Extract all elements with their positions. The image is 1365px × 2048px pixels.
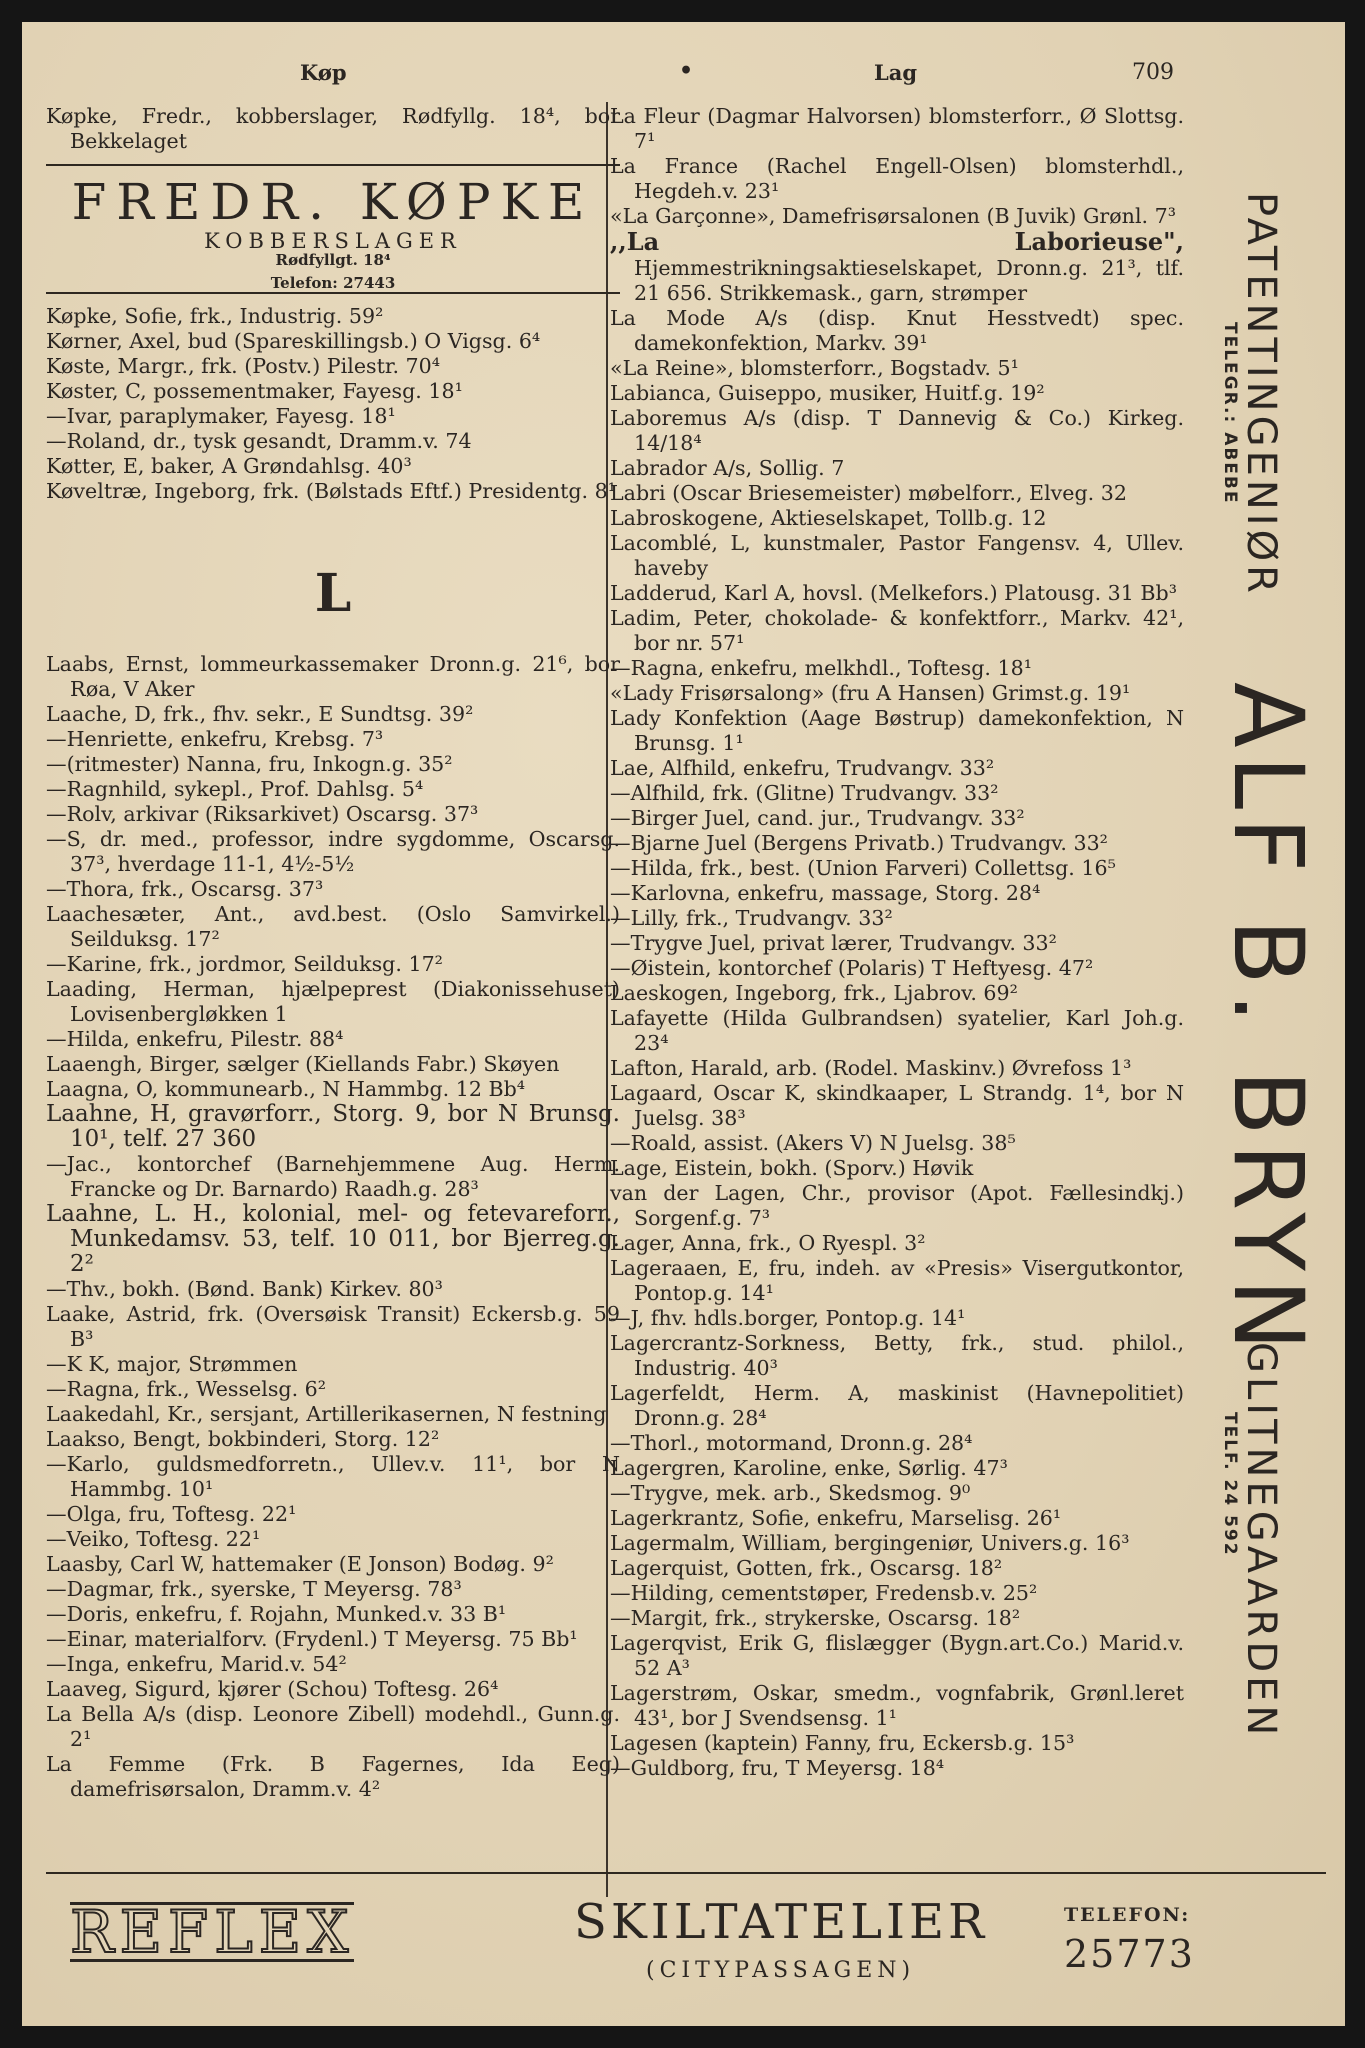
directory-entry: —Guldborg, fru, T Meyersg. 18⁴ bbox=[610, 1756, 945, 1780]
directory-entry: Lagesen (kaptein) Fanny, fru, Eckersb.g. 15³ bbox=[610, 1731, 1075, 1755]
left-top-entries bbox=[46, 104, 620, 154]
footer-advertisement bbox=[46, 1872, 1326, 1994]
side-ad-telegram: TELEGR.: ABEBE bbox=[1220, 322, 1240, 505]
la-laborieuse-name: ,,La Laborieuse", bbox=[610, 227, 1184, 256]
directory-entry: Lagermalm, William, bergingeniør, Univers.g. 16³ bbox=[610, 1531, 1130, 1555]
left-l2-entries bbox=[46, 1152, 620, 1202]
directory-entry: Labroskogene, Aktieselskapet, Tollb.g. 12 bbox=[610, 506, 1047, 530]
side-ad-building: GLITNEGAARDEN bbox=[1238, 1342, 1284, 1740]
left-l3-entries bbox=[46, 1277, 620, 1802]
directory-entry: —J, fhv. hdls.borger, Pontop.g. 14¹ bbox=[610, 1306, 966, 1330]
directory-entry: —Øistein, kontorchef (Polaris) T Heftyesg. 47² bbox=[610, 956, 1094, 980]
directory-entry: —Thorl., motormand, Dronn.g. 28⁴ bbox=[610, 1431, 973, 1455]
directory-entry: Kørner, Axel, bud (Spareskillingsb.) O Vigsg. 6⁴ bbox=[46, 329, 541, 353]
directory-entry: —Ragna, frk., Wesselsg. 6² bbox=[46, 1377, 327, 1401]
directory-entry: Lagerfeldt, Herm. A, maskinist (Havnepolitiet) Dronn.g. 28⁴ bbox=[610, 1381, 1184, 1430]
directory-entry: —S, dr. med., professor, indre sygdomme, Oscarsg. 37³, hverdage 11-1, 4½-5½ bbox=[46, 827, 620, 876]
directory-entry: La Femme (Frk. B Fagernes, Ida Eeg) damefrisørsalon, Dramm.v. 4² bbox=[46, 1752, 620, 1801]
directory-entry: Lagerstrøm, Oskar, smedm., vognfabrik, Grønl.leret 43¹, bor J Svendsensg. 1¹ bbox=[610, 1681, 1184, 1730]
directory-entry: —Birger Juel, cand. jur., Trudvangv. 33² bbox=[610, 806, 1025, 830]
directory-entry: —Roald, assist. (Akers V) N Juelsg. 38⁵ bbox=[610, 1131, 1016, 1155]
footer-subtitle: (CITYPASSAGEN) bbox=[646, 1958, 916, 1983]
ad-address: Rødfyllgt. 18⁴ bbox=[275, 251, 391, 269]
directory-entry: Køtter, E, baker, A Grøndahlsg. 40³ bbox=[46, 454, 412, 478]
directory-entry: Laboremus A/s (disp. T Dannevig & Co.) Kirkeg. 14/18⁴ bbox=[610, 406, 1184, 455]
footer-phone-label: TELEFON: bbox=[1064, 1904, 1191, 1926]
directory-entry: Laabs, Ernst, lommeurkassemaker Dronn.g. 21⁶, bor Røa, V Aker bbox=[46, 652, 620, 701]
directory-entry: Labrador A/s, Sollig. 7 bbox=[610, 456, 845, 480]
entry-la-laborieuse bbox=[610, 229, 1184, 306]
directory-entry: Køveltræ, Ingeborg, frk. (Bølstads Eftf.) Presidentg. 8¹ bbox=[46, 479, 617, 503]
directory-entry: Labianca, Guiseppo, musiker, Huitf.g. 19² bbox=[610, 381, 1045, 405]
directory-entry: —Karine, frk., jordmor, Seilduksg. 17² bbox=[46, 952, 443, 976]
directory-entry: Ladim, Peter, chokolade- & konfektforr., Markv. 42¹, bor nr. 57¹ bbox=[610, 606, 1184, 655]
entry-laahne-h: Laahne, H, gravørforr., Storg. 9, bor N Brunsg. 10¹, telf. 27 360 bbox=[46, 1101, 620, 1152]
directory-entry: Lagergren, Karoline, enke, Sørlig. 47³ bbox=[610, 1456, 1008, 1480]
side-ad-phone: TELF. 24 592 bbox=[1220, 1412, 1240, 1557]
directory-entry: —Rolv, arkivar (Riksarkivet) Oscarsg. 37³ bbox=[46, 802, 479, 826]
directory-entry: Lagerquist, Gotten, frk., Oscarsg. 18² bbox=[610, 1556, 1003, 1580]
directory-entry: Laakso, Bengt, bokbinderi, Storg. 12² bbox=[46, 1427, 440, 1451]
directory-entry: —Einar, materialforv. (Frydenl.) T Meyersg. 75 Bb¹ bbox=[46, 1627, 578, 1651]
directory-entry: Laagna, O, kommunearb., N Hammbg. 12 Bb⁴ bbox=[46, 1077, 526, 1101]
left-column bbox=[46, 104, 620, 1802]
directory-entry: —Hilda, frk., best. (Union Farveri) Collettsg. 16⁵ bbox=[610, 856, 1116, 880]
directory-entry: —Bjarne Juel (Bergens Privatb.) Trudvangv. 33² bbox=[610, 831, 1108, 855]
directory-entry: —Karlo, guldsmedforretn., Ullev.v. 11¹, bor N Hammbg. 10¹ bbox=[46, 1452, 620, 1501]
directory-entry: —Olga, fru, Toftesg. 22¹ bbox=[46, 1502, 297, 1526]
directory-entry: —Karlovna, enkefru, massage, Storg. 28⁴ bbox=[610, 881, 1041, 905]
directory-entry: Lageraaen, E, fru, indeh. av «Presis» Visergutkontor, Pontop.g. 14¹ bbox=[610, 1256, 1184, 1305]
section-letter: L bbox=[314, 563, 352, 624]
directory-entry: La Bella A/s (disp. Leonore Zibell) modehdl., Gunn.g. 2¹ bbox=[46, 1702, 620, 1751]
directory-entry: Lafayette (Hilda Gulbrandsen) syatelier, Karl Joh.g. 23⁴ bbox=[610, 1006, 1184, 1055]
directory-entry: «Lady Frisørsalong» (fru A Hansen) Grimst.g. 19¹ bbox=[610, 681, 1131, 705]
directory-entry: La Mode A/s (disp. Knut Hesstvedt) spec. damekonfektion, Markv. 39¹ bbox=[610, 306, 1184, 355]
directory-entry: van der Lagen, Chr., provisor (Apot. Fællesindkj.) Sorgenf.g. 7³ bbox=[610, 1181, 1184, 1230]
right-column bbox=[610, 104, 1184, 1781]
directory-entry: —Roland, dr., tysk gesandt, Dramm.v. 74 bbox=[46, 429, 472, 453]
directory-entry: La Fleur (Dagmar Halvorsen) blomsterforr., Ø Slottsg. 7¹ bbox=[610, 104, 1184, 153]
ad-company-name: FREDR. KØPKE bbox=[71, 173, 595, 231]
page-number: 709 bbox=[1132, 60, 1174, 85]
directory-entry: Laake, Astrid, frk. (Oversøisk Transit) Eckersb.g. 59 B³ bbox=[46, 1302, 620, 1351]
directory-entry: «La Reine», blomsterforr., Bogstadv. 5¹ bbox=[610, 356, 1019, 380]
directory-entry: Laasby, Carl W, hattemaker (E Jonson) Bodøg. 9² bbox=[46, 1552, 554, 1576]
side-ad-title: PATENTINGENIØR bbox=[1238, 192, 1284, 597]
ad-trade: KOBBERSLAGER bbox=[204, 229, 462, 253]
directory-entry: Laaengh, Birger, sælger (Kiellands Fabr.) Skøyen bbox=[46, 1052, 560, 1076]
directory-entry: Køster, C, possementmaker, Fayesg. 18¹ bbox=[46, 379, 463, 403]
directory-entry: Køpke, Sofie, frk., Industrig. 59² bbox=[46, 304, 384, 328]
la-laborieuse-details: Hjemmestrikningsaktieselskapet, Dronn.g. 21³, tlf. 21 656. Strikkemask., garn, strømper bbox=[634, 256, 1184, 305]
running-head-right: Lag bbox=[874, 60, 918, 85]
footer-phone-number: 25773 bbox=[1064, 1932, 1195, 1976]
directory-entry: —Ivar, paraplymaker, Fayesg. 18¹ bbox=[46, 404, 396, 428]
directory-entry: Lager, Anna, frk., O Ryespl. 3² bbox=[610, 1231, 926, 1255]
directory-entry: —Trygve, mek. arb., Skedsmog. 9⁰ bbox=[610, 1481, 971, 1505]
directory-entry: —Inga, enkefru, Marid.v. 54² bbox=[46, 1652, 347, 1676]
directory-entry: —K K, major, Strømmen bbox=[46, 1352, 298, 1376]
directory-entry: Lafton, Harald, arb. (Rodel. Maskinv.) Øvrefoss 1³ bbox=[610, 1056, 1132, 1080]
kopke-advertisement bbox=[46, 164, 620, 294]
directory-entry: —Veiko, Toftesg. 22¹ bbox=[46, 1527, 261, 1551]
directory-entry: —Lilly, frk., Trudvangv. 33² bbox=[610, 906, 893, 930]
directory-entry: Lady Konfektion (Aage Bøstrup) damekonfektion, N Brunsg. 1¹ bbox=[610, 706, 1184, 755]
directory-entry: Lae, Alfhild, enkefru, Trudvangv. 33² bbox=[610, 756, 995, 780]
side-ad-name: ALF B. BRYN bbox=[1212, 682, 1324, 1359]
entry-laahne-lh: Laahne, L. H., kolonial, mel- og fetevareforr., Munkedamsv. 53, telf. 10 011, bor Bjerreg.g. 2² bbox=[46, 1201, 620, 1277]
directory-entry: —Thv., bokh. (Bønd. Bank) Kirkev. 80³ bbox=[46, 1277, 443, 1301]
directory-entry: —(ritmester) Nanna, fru, Inkogn.g. 35² bbox=[46, 752, 453, 776]
directory-entry: Køste, Margr., frk. (Postv.) Pilestr. 70⁴ bbox=[46, 354, 441, 378]
left-l-entries bbox=[46, 652, 620, 1102]
directory-entry: La France (Rachel Engell-Olsen) blomsterhdl., Hegdeh.v. 23¹ bbox=[610, 154, 1184, 203]
reflex-logo: REFLEX bbox=[70, 1898, 355, 1966]
directory-entry: Laading, Herman, hjælpeprest (Diakonissehuset) Lovisenbergløkken 1 bbox=[46, 977, 620, 1026]
directory-entry: —Thora, frk., Oscarsg. 37³ bbox=[46, 877, 324, 901]
left-middle-entries bbox=[46, 304, 620, 504]
directory-page bbox=[22, 22, 1345, 2026]
directory-entry: —Ragnhild, sykepl., Prof. Dahlsg. 5⁴ bbox=[46, 777, 424, 801]
directory-entry: Labri (Oscar Briesemeister) møbelforr., Elveg. 32 bbox=[610, 481, 1127, 505]
directory-entry: —Henriette, enkefru, Krebsg. 7³ bbox=[46, 727, 384, 751]
directory-entry: Laache, D, frk., fhv. sekr., E Sundtsg. 39² bbox=[46, 702, 474, 726]
directory-entry: Lagaard, Oscar K, skindkaaper, L Strandg. 1⁴, bor N Juelsg. 38³ bbox=[610, 1081, 1184, 1130]
side-advertisement bbox=[1172, 192, 1352, 1822]
directory-entry: Køpke, Fredr., kobberslager, Rødfyllg. 18⁴, bor Bekkelaget bbox=[46, 104, 620, 153]
directory-entry: «La Garçonne», Damefrisørsalonen (B Juvik) Grønl. 7³ bbox=[610, 204, 1176, 228]
directory-entry: —Ragna, enkefru, melkhdl., Toftesg. 18¹ bbox=[610, 656, 1032, 680]
directory-entry: Laakedahl, Kr., sersjant, Artillerikasernen, N festning bbox=[46, 1402, 607, 1426]
directory-entry: Lacomblé, L, kunstmaler, Pastor Fangensv. 4, Ullev. haveby bbox=[610, 531, 1184, 580]
directory-entry: —Alfhild, frk. (Glitne) Trudvangv. 33² bbox=[610, 781, 999, 805]
footer-title: SKILTATELIER bbox=[574, 1894, 989, 1950]
directory-entry: —Trygve Juel, privat lærer, Trudvangv. 33² bbox=[610, 931, 1057, 955]
running-head-left: Køp bbox=[300, 60, 347, 85]
running-head-dot: • bbox=[679, 58, 694, 84]
directory-entry: —Hilda, enkefru, Pilestr. 88⁴ bbox=[46, 1027, 344, 1051]
directory-entry: Ladderud, Karl A, hovsl. (Melkefors.) Platousg. 31 Bb³ bbox=[610, 581, 1177, 605]
ad-phone: Telefon: 27443 bbox=[46, 275, 620, 294]
directory-entry: Lage, Eistein, bokh. (Sporv.) Høvik bbox=[610, 1156, 974, 1180]
directory-entry: —Doris, enkefru, f. Rojahn, Munked.v. 33 B¹ bbox=[46, 1602, 507, 1626]
directory-entry: —Margit, frk., strykerske, Oscarsg. 18² bbox=[610, 1606, 1021, 1630]
right-main-entries bbox=[610, 306, 1184, 1781]
directory-entry: —Hilding, cementstøper, Fredensb.v. 25² bbox=[610, 1581, 1038, 1605]
directory-entry: Laeskogen, Ingeborg, frk., Ljabrov. 69² bbox=[610, 981, 1018, 1005]
directory-entry: Lagerqvist, Erik G, flislægger (Bygn.art.Co.) Marid.v. 52 A³ bbox=[610, 1631, 1184, 1680]
directory-entry: —Dagmar, frk., syerske, T Meyersg. 78³ bbox=[46, 1577, 462, 1601]
directory-entry: Lagercrantz-Sorkness, Betty, frk., stud. philol., Industrig. 40³ bbox=[610, 1331, 1184, 1380]
right-top-entries bbox=[610, 104, 1184, 229]
directory-entry: Lagerkrantz, Sofie, enkefru, Marselisg. 26¹ bbox=[610, 1506, 1062, 1530]
directory-entry: —Jac., kontorchef (Barnehjemmene Aug. Herm. Francke og Dr. Barnardo) Raadh.g. 28³ bbox=[46, 1152, 620, 1201]
directory-entry: Laaveg, Sigurd, kjører (Schou) Toftesg. 26⁴ bbox=[46, 1677, 499, 1701]
directory-entry: Laachesæter, Ant., avd.best. (Oslo Samvirkel.) Seilduksg. 17² bbox=[46, 902, 620, 951]
